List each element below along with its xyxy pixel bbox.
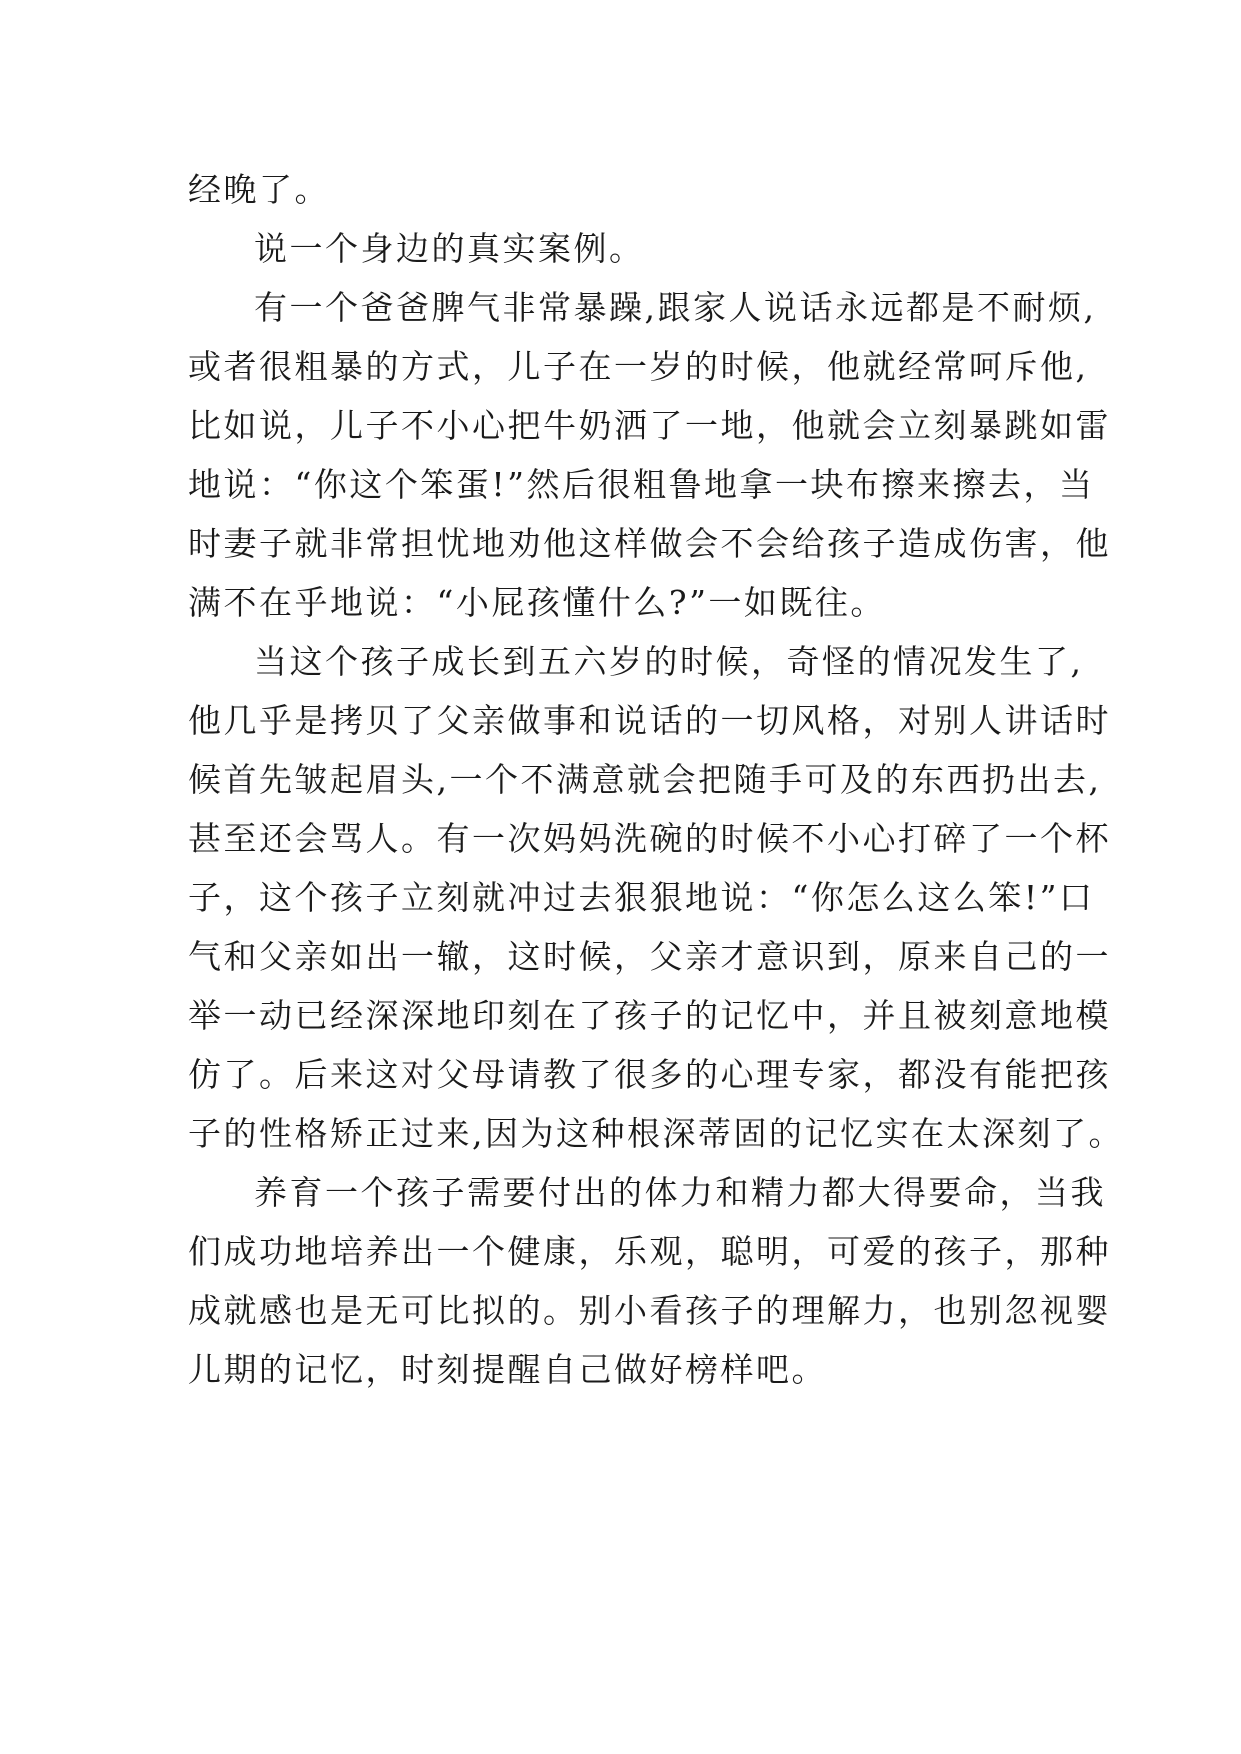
text-line: 儿期的记忆，时刻提醒自己做好榜样吧。 <box>188 1350 827 1389</box>
text-line: 说一个身边的真实案例。 <box>254 229 645 268</box>
text-line: 当这个孩子成长到五六岁的时候，奇怪的情况发生了, <box>254 642 1084 681</box>
text-line: 甚至还会骂人。有一次妈妈洗碗的时候不小心打碎了一个杯 <box>188 819 1111 858</box>
text-line: 子，这个孩子立刻就冲过去狠狠地说：“你怎么这么笨!”口 <box>188 878 1095 917</box>
text-line: 比如说，儿子不小心把牛奶洒了一地，他就会立刻暴跳如雷 <box>188 406 1111 445</box>
text-line: 子的性格矫正过来,因为这种根深蒂固的记忆实在太深刻了。 <box>188 1114 1124 1153</box>
text-line: 候首先皱起眉头,一个不满意就会把随手可及的东西扔出去, <box>188 760 1102 799</box>
text-line: 或者很粗暴的方式，儿子在一岁的时候，他就经常呵斥他, <box>188 347 1089 386</box>
document-body <box>188 160 1124 1399</box>
text-line: 成就感也是无可比拟的。别小看孩子的理解力，也别忽视婴 <box>188 1291 1111 1330</box>
text-line: 举一动已经深深地印刻在了孩子的记忆中，并且被刻意地模 <box>188 996 1111 1035</box>
text-line: 满不在乎地说：“小屁孩懂什么?”一如既往。 <box>188 583 886 622</box>
text-line: 气和父亲如出一辙，这时候，父亲才意识到，原来自己的一 <box>188 937 1111 976</box>
text-line: 时妻子就非常担忧地劝他这样做会不会给孩子造成伤害，他 <box>188 524 1111 563</box>
text-line: 经晚了。 <box>188 170 330 209</box>
text-line: 有一个爸爸脾气非常暴躁,跟家人说话永远都是不耐烦, <box>254 288 1097 327</box>
text-line: 他几乎是拷贝了父亲做事和说话的一切风格，对别人讲话时 <box>188 701 1111 740</box>
text-line: 们成功地培养出一个健康，乐观，聪明，可爱的孩子，那种 <box>188 1232 1111 1271</box>
text-line: 养育一个孩子需要付出的体力和精力都大得要命，当我 <box>254 1173 1106 1212</box>
text-line: 地说：“你这个笨蛋!”然后很粗鲁地拿一块布擦来擦去，当 <box>188 465 1095 504</box>
text-line: 仿了。后来这对父母请教了很多的心理专家，都没有能把孩 <box>188 1055 1111 1094</box>
